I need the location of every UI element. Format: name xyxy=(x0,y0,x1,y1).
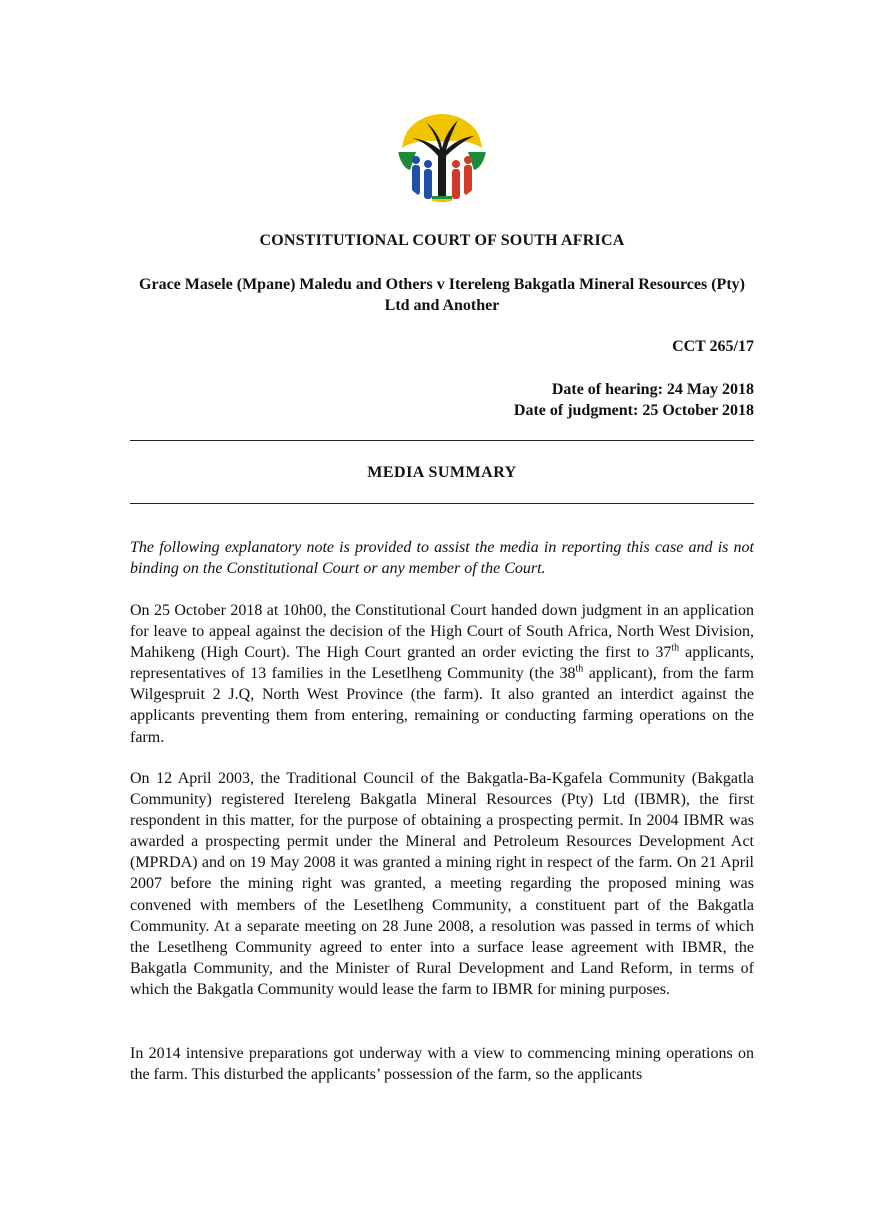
explanatory-note: The following explanatory note is provided to assist the media in reporting this case and is not binding on the Constitutional Court or any member of the Court. xyxy=(130,539,754,578)
top-divider xyxy=(130,440,754,441)
media-summary-heading: MEDIA SUMMARY xyxy=(367,464,517,481)
paragraph-judgment-text-b: applicants, representatives of 13 families in the Lesetlheng Community (the 38 xyxy=(130,644,754,683)
paragraph-judgment xyxy=(130,600,754,748)
paragraph-judgment-text-c: applicant), from the farm Wilgespruit 2 J.Q, North West Province (the farm). It also granted an interdict against the applicants preventing them from entering, remaining or conducting farming operations on the farm. xyxy=(130,665,754,746)
paragraph-judgment-text-a: On 25 October 2018 at 10h00, the Constitutional Court handed down judgment in an application for leave to appeal against the decision of the High Court of South Africa, North West Division, Mahikeng (High Court). The High Court granted an order evicting the first to 37 xyxy=(130,602,754,662)
hearing-judgment-dates xyxy=(130,379,754,421)
court-name-heading: CONSTITUTIONAL COURT OF SOUTH AFRICA xyxy=(259,232,625,249)
paragraph-background: On 12 April 2003, the Traditional Council of the Bakgatla-Ba-Kgafela Community (Bakgatla Community) registered Itereleng Bakgatla Mineral Resources (Pty) Ltd (IBMR), the first respondent in this matter, for the purpose of obtaining a prospecting permit. In 2004 IBMR was awarded a prospecting permit under the Mineral and Petroleum Resources Development Act (MPRDA) and on 19 May 2008 it was granted a mining right in respect of the farm. On 21 April 2007 before the mining right was granted, a meeting regarding the proposed mining was convened with members of the Lesetlheng Community, a constituent part of the Bakgatla Community. At a separate meeting on 28 June 2008, a resolution was passed in terms of which the Lesetlheng Community agreed to enter into a surface lease agreement with IBMR, the Bakgatla Community, and the Minister of Rural Development and Land Reform, in terms of which the Bakgatla Community would lease the farm to IBMR for mining purposes. xyxy=(130,770,754,998)
hearing-date: Date of hearing: 24 May 2018 xyxy=(551,381,754,398)
bottom-divider xyxy=(130,503,754,504)
judgment-date: Date of judgment: 25 October 2018 xyxy=(513,402,754,419)
case-title: Grace Masele (Mpane) Maledu and Others v Itereleng Bakgatla Mineral Resources (Pty) Ltd and Another xyxy=(139,276,745,314)
superscript-th: th xyxy=(671,642,680,654)
case-number: CCT 265/17 xyxy=(672,338,754,355)
court-emblem-logo xyxy=(396,108,488,208)
superscript-th: th xyxy=(575,663,584,675)
paragraph-preparations: In 2014 intensive preparations got underway with a view to commencing mining operations on the farm. This disturbed the applicants’ possession of the farm, so the applicants xyxy=(130,1045,754,1084)
